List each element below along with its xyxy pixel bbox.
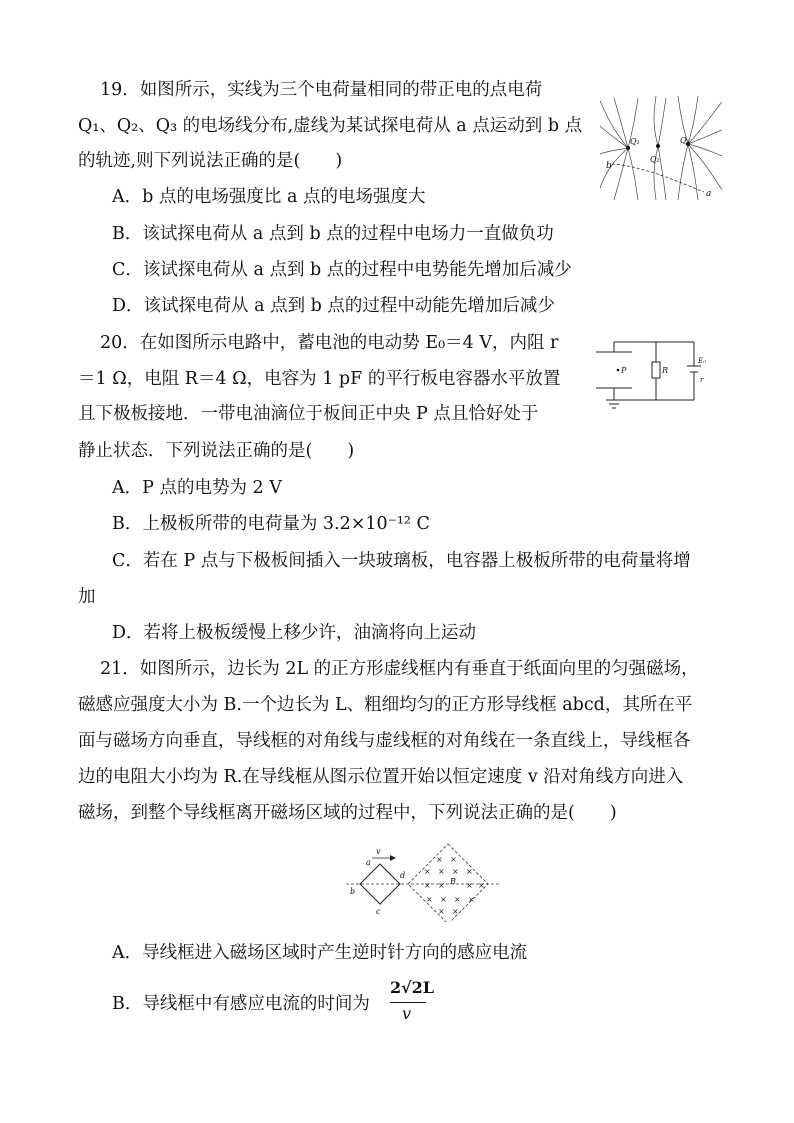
q19-label-a: a	[706, 189, 712, 199]
q20-label-p: P	[621, 366, 627, 375]
q21-stem-line-2: 磁感应强度大小为 B.一个边长为 L、粗细均匀的正方形导线框 abcd，其所在平	[78, 695, 693, 715]
q21-label-d: d	[400, 871, 406, 880]
q19-option-b: B．该试探电荷从 a 点到 b 点的过程中电场力一直做负功	[112, 224, 554, 244]
q19-label-b: b	[606, 161, 612, 171]
q20-option-c-line-2: 加	[78, 587, 96, 607]
q21-option-b-numerator: 2√2L	[390, 978, 435, 997]
svg-text:×: ×	[454, 895, 461, 904]
svg-text:×: ×	[450, 855, 457, 864]
q21-label-c: c	[376, 907, 381, 916]
svg-text:×: ×	[452, 867, 459, 876]
svg-text:×: ×	[478, 881, 485, 890]
q20-label-r: r	[700, 376, 704, 384]
q19-option-c: C．该试探电荷从 a 点到 b 点的过程中电势能先增加后减少	[112, 260, 572, 280]
q21-option-a: A．导线框进入磁场区域时产生逆时针方向的感应电流	[112, 943, 528, 963]
q20-stem-line-2: ＝1 Ω，电阻 R＝4 Ω，电容为 1 pF 的平行板电容器水平放置	[78, 369, 561, 389]
q20-label-e0: E₀	[698, 357, 706, 365]
q20-circuit-figure	[590, 334, 714, 414]
q19-label-q2: Q₂	[650, 155, 660, 164]
q20-option-b: B．上极板所带的电荷量为 3.2×10⁻¹² C	[112, 514, 430, 534]
q20-stem-line-3: 且下极板接地．一带电油滴位于板间正中央 P 点且恰好处于	[78, 404, 539, 424]
q19-option-a: A．b 点的电场强度比 a 点的电场强度大	[112, 187, 426, 207]
q21-option-b-prefix: B．导线框中有感应电流的时间为	[112, 994, 370, 1014]
svg-text:×: ×	[452, 907, 459, 916]
q21-stem-line-4: 边的电阻大小均为 R.在导线框从图示位置开始以恒定速度 v 沿对角线方向进入	[78, 767, 684, 787]
q21-label-b: b	[350, 887, 356, 896]
q19-stem-line-2: Q₁、Q₂、Q₃ 的电场线分布,虚线为某试探电荷从 a 点运动到 b 点	[78, 116, 583, 136]
svg-text:×: ×	[440, 895, 447, 904]
q21-magnetic-field-figure	[340, 840, 504, 922]
q19-option-d: D．该试探电荷从 a 点到 b 点的过程中动能先增加后减少	[112, 296, 555, 316]
q21-stem-line-5: 磁场，到整个导线框离开磁场区域的过程中，下列说法正确的是( )	[78, 803, 617, 823]
fraction-bar	[390, 1002, 426, 1003]
q19-label-q1: Q₁	[630, 137, 640, 146]
q20-label-resistor: R	[662, 366, 669, 375]
svg-text:×: ×	[424, 867, 431, 876]
svg-text:×: ×	[466, 881, 473, 890]
svg-text:×: ×	[468, 895, 475, 904]
q20-stem-line-4: 静止状态．下列说法正确的是( )	[78, 441, 355, 461]
q19-stem-line-1: 19．如图所示，实线为三个电荷量相同的带正电的点电荷	[100, 80, 543, 100]
q20-option-c-line-1: C．若在 P 点与下极板间插入一块玻璃板，电容器上极板所带的电荷量将增	[112, 551, 691, 571]
svg-text:×: ×	[438, 881, 445, 890]
svg-text:×: ×	[438, 867, 445, 876]
svg-text:×: ×	[438, 907, 445, 916]
q21-stem-line-1: 21．如图所示，边长为 2L 的正方形虚线框内有垂直于纸面向里的匀强磁场，	[100, 659, 699, 679]
q19-label-q3: Q₃	[680, 136, 690, 145]
q20-option-d: D．若将上极板缓慢上移少许，油滴将向上运动	[112, 623, 477, 643]
q21-label-field-b: B	[450, 877, 456, 886]
q21-label-v: v	[376, 847, 381, 856]
q21-label-a: a	[366, 858, 371, 867]
q20-option-a: A．P 点的电势为 2 V	[112, 478, 282, 498]
q20-stem-line-1: 20．在如图所示电路中，蓄电池的电动势 E₀＝4 V，内阻 r	[100, 333, 559, 353]
svg-text:×: ×	[466, 867, 473, 876]
svg-text:×: ×	[426, 895, 433, 904]
svg-text:×: ×	[436, 855, 443, 864]
q21-stem-line-3: 面与磁场方向垂直，导线框的对角线与虚线框的对角线在一条直线上，导线框各	[78, 731, 691, 751]
q21-option-b-denominator: v	[402, 1004, 412, 1023]
q19-stem-line-3: 的轨迹,则下列说法正确的是( )	[78, 151, 343, 171]
svg-text:×: ×	[424, 881, 431, 890]
q19-field-line-figure	[600, 96, 722, 200]
